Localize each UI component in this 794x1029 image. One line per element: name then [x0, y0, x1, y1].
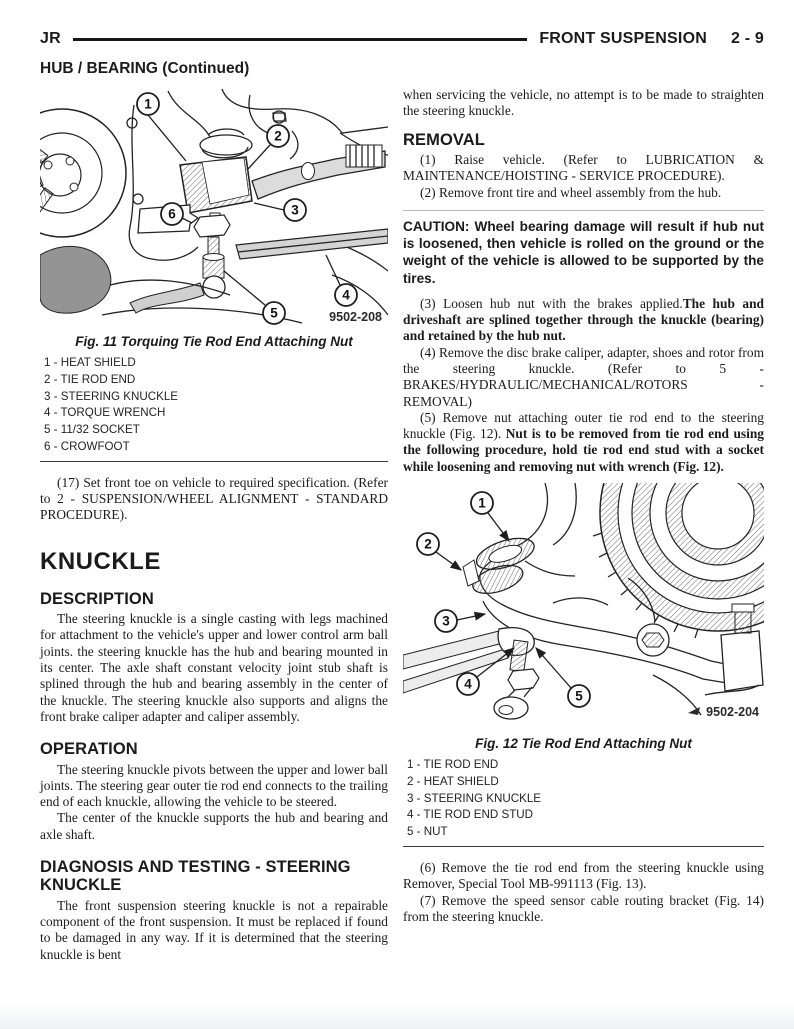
- legend-item: 2 - HEAT SHIELD: [407, 774, 499, 788]
- figure-12: [403, 483, 764, 729]
- diagnosis-heading: DIAGNOSIS AND TESTING - STEERING KNUCKLE: [40, 857, 351, 895]
- step-2-paragraph: (2) Remove front tire and wheel assembly from the hub.: [420, 184, 722, 200]
- figure-11: [40, 87, 388, 327]
- svg-text:3: 3: [442, 613, 450, 629]
- step-5-paragraph: (5) Remove nut attaching outer tie rod end to the steering knuckle (Fig. 12). Nut is to be removed from tie rod end using the following procedure, hold tie rod end stud with a socket while loosening and removing nut with wrench (Fig. 12).: [403, 409, 764, 474]
- fig11-callout-5: [263, 302, 285, 324]
- svg-text:4: 4: [342, 287, 350, 303]
- section-title: FRONT SUSPENSION: [539, 30, 707, 47]
- step-6-paragraph: (6) Remove the tie rod end from the steering knuckle using Remover, Special Tool MB-991113 (Fig. 13).: [403, 859, 764, 892]
- fig12-callout-4: [457, 673, 479, 695]
- legend-item: 2 - TIE ROD END: [44, 372, 136, 386]
- knuckle-section-title: KNUCKLE: [40, 547, 161, 575]
- caution-text: CAUTION: Wheel bearing damage will result if hub nut is loosened, then vehicle is rolled on the ground or the weight of the vehicle is allowed to be supported by the tires.: [403, 218, 764, 286]
- description-heading: DESCRIPTION: [40, 589, 154, 608]
- fig11-callout-4: [335, 284, 357, 306]
- header-rule: [73, 38, 527, 41]
- continued-heading: HUB / BEARING (Continued): [40, 60, 250, 77]
- fig12-image-code: 9502-204: [706, 704, 759, 719]
- step-17-paragraph: (17) Set front toe on vehicle to required specification. (Refer to 2 - SUSPENSION/WHEEL ALIGNMENT - STANDARD PROCEDURE).: [40, 474, 388, 523]
- fig11-callout-2: [267, 125, 289, 147]
- fig11-image-code: 9502-208: [329, 310, 382, 324]
- fig11-callout-6: [161, 203, 183, 225]
- legend-item: 6 - CROWFOOT: [44, 439, 130, 453]
- fig12-legend: [403, 757, 764, 841]
- heat-shield: [180, 157, 252, 220]
- fig11-legend: [40, 355, 388, 456]
- fig12-caption: Fig. 12 Tie Rod End Attaching Nut: [475, 735, 692, 751]
- svg-text:2: 2: [424, 536, 432, 552]
- legend-item: 5 - NUT: [407, 825, 448, 839]
- svg-text:5: 5: [270, 305, 278, 321]
- fig11-line-art: [40, 87, 388, 327]
- page-number: 2 - 9: [730, 30, 764, 47]
- fig11-legend-rule: [40, 461, 388, 462]
- operation-paragraph-1: The steering knuckle pivots between the upper and lower ball joints. The steering gear outer tie rod end connects to the trailing end of each knuckle, allowing the vehicle to be steered.: [40, 761, 388, 810]
- fig12-legend-rule: [403, 846, 764, 847]
- svg-text:6: 6: [168, 206, 176, 222]
- svg-text:1: 1: [478, 495, 486, 511]
- fig12-callout-3: [435, 610, 457, 632]
- fig12-line-art: [403, 483, 764, 729]
- svg-text:4: 4: [464, 676, 472, 692]
- operation-paragraph-2: The center of the knuckle supports the hub and bearing and axle shaft.: [40, 810, 388, 842]
- legend-item: 1 - TIE ROD END: [407, 757, 499, 771]
- description-paragraph: The steering knuckle is a single casting with legs machined for attachment to the vehicle's upper and lower control arm ball joints. the steering knuckle has the hub and bearing mounted in its center. The axle shaft constant velocity joint stub shaft is splined through the hub and bearing assembly in the center of the knuckle. The steering knuckle also supports and aligns the front brake caliper adapter and caliper assembly.: [40, 611, 388, 724]
- fig12-code-arrow: [688, 707, 700, 715]
- caution-rule: [403, 210, 764, 211]
- step-1-paragraph: (1) Raise vehicle. (Refer to LUBRICATION & MAINTENANCE/HOISTING - SERVICE PROCEDURE).: [403, 152, 764, 184]
- legend-item: 4 - TORQUE WRENCH: [44, 406, 166, 420]
- step-3-paragraph: (3) Loosen hub nut with the brakes applied.The hub and driveshaft are splined together through the knuckle (bearing) and retained by the hub nut.: [403, 295, 765, 344]
- right-column: [403, 87, 764, 963]
- legend-item: 4 - TIE ROD END STUD: [407, 808, 534, 822]
- step-7-paragraph: (7) Remove the speed sensor cable routing bracket (Fig. 14) from the steering knuckle.: [403, 892, 764, 924]
- svg-text:2: 2: [274, 128, 282, 144]
- boot-shadow: [40, 246, 111, 313]
- left-column: [40, 87, 388, 963]
- fig12-leader-lines: [436, 513, 571, 688]
- fig11-callout-3: [284, 199, 306, 221]
- fig12-callout-2: [417, 533, 439, 555]
- fig12-callout-5: [568, 685, 590, 707]
- torque-wrench: [236, 229, 388, 259]
- removal-heading: REMOVAL: [403, 130, 485, 149]
- fig12-callout-1: [471, 492, 493, 514]
- intro-paragraph: when servicing the vehicle, no attempt is to be made to straighten the steering knuckle.: [403, 87, 764, 119]
- svg-text:3: 3: [291, 202, 299, 218]
- tie-rod-end: [252, 145, 385, 199]
- fig11-caption: Fig. 11 Torquing Tie Rod End Attaching Nut: [75, 334, 353, 349]
- svg-text:5: 5: [575, 688, 583, 704]
- svg-text:1: 1: [144, 96, 152, 112]
- model-code: JR: [40, 30, 61, 47]
- hub-rotor: [40, 109, 126, 237]
- legend-item: 5 - 11/32 SOCKET: [44, 423, 140, 437]
- legend-item: 3 - STEERING KNUCKLE: [44, 389, 179, 403]
- diagnosis-paragraph: The front suspension steering knuckle is not a repairable component of the front suspension. It must be replaced if found to be damaged in any way. If it is determined that the steering knuckle is bent: [40, 897, 388, 962]
- page-header: [40, 30, 764, 48]
- step-4-paragraph: (4) Remove the disc brake caliper, adapter, shoes and rotor from the steering knuckle. (Refer to 5 - BRAKES/HYDRAULIC/MECHANICAL/ROTORS - REMOVAL): [403, 344, 764, 409]
- operation-heading: OPERATION: [40, 740, 138, 759]
- legend-item: 1 - HEAT SHIELD: [44, 356, 136, 369]
- legend-item: 3 - STEERING KNUCKLE: [407, 791, 542, 805]
- fig11-callout-1: [137, 93, 159, 115]
